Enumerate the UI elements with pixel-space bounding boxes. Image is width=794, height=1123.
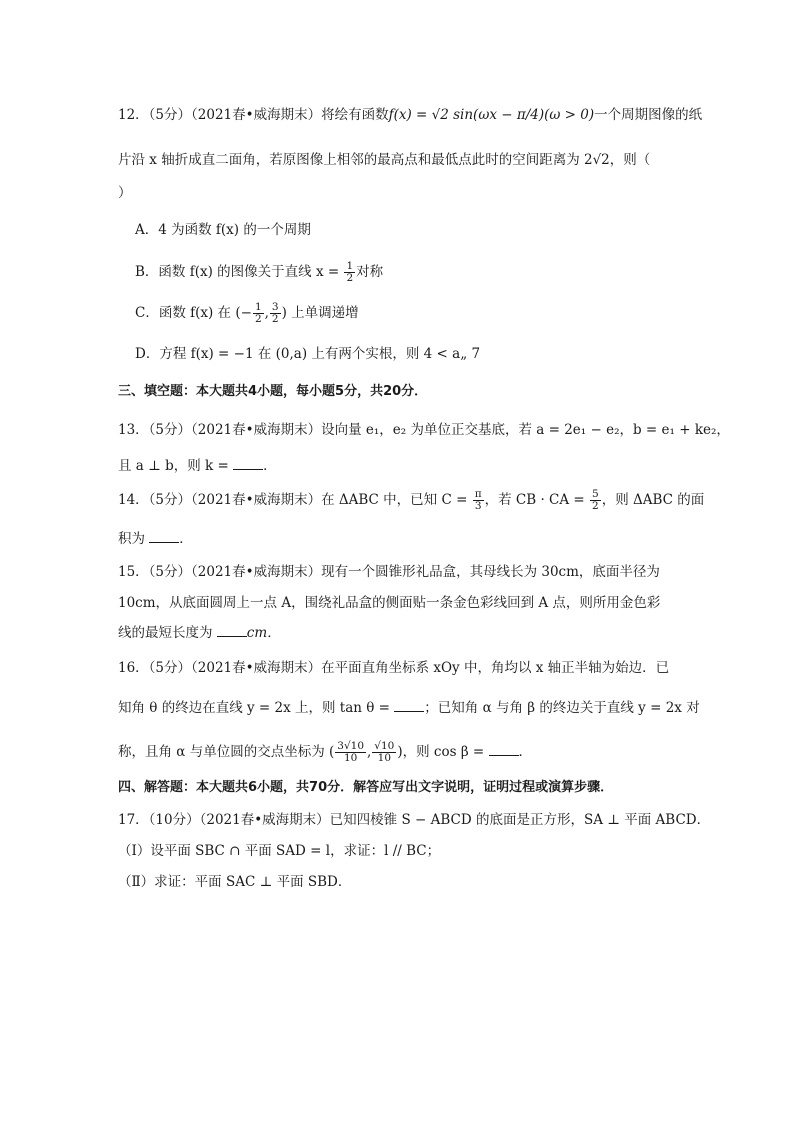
fraction-pi-3: $\frac{\pi}{3}$ xyxy=(474,488,482,512)
q15-line1: 15．（5分）（2021春•威海期末）现有一个圆锥形礼品盒，其母线长为 30cm，底面半径为 xyxy=(118,564,660,580)
fraction-five-half: $\frac{5}{2}$ xyxy=(592,488,599,512)
q12-option-c: C．函数 f(x) 在 (− $\frac{1}{2}$ , $\frac{3}{2}$ ) 上单调递增 xyxy=(135,301,359,325)
q12-option-a: A．4 为函数 f(x) 的一个周期 xyxy=(135,222,311,238)
q15-line2: 10cm，从底面圆周上一点 A，围绕礼品盒的侧面贴一条金色彩线回到 A 点，则所用金色彩 xyxy=(118,595,661,611)
q13-line2: 且 a ⊥ b，则 k = ． xyxy=(118,455,277,477)
q12-line1 xyxy=(118,104,702,126)
q13-line1: 13．（5分）（2021春•威海期末）设向量 e₁，e₂ 为单位正交基底，若 a = 2e₁ − e₂，b = e₁ + ke₂， xyxy=(118,422,730,438)
q12-option-b-end: 对称 xyxy=(356,264,384,280)
q12-line3: ） xyxy=(118,185,132,201)
q14-line2: 积为 ． xyxy=(118,528,193,550)
q12-prefix: 12．（5分）（2021春•威海期末）将绘有函数 xyxy=(118,107,389,123)
q12-option-c-end: ) 上单调递增 xyxy=(281,305,359,321)
q16-line1: 16．（5分）（2021春•威海期末）在平面直角坐标系 xOy 中，角均以 x 轴正半轴为始边．已 xyxy=(118,660,670,676)
answer-blank xyxy=(394,697,424,712)
fraction-one-half-neg: $\frac{1}{2}$ xyxy=(254,301,262,325)
fraction-3sqrt10-10: $\frac{3√10}{10}$ xyxy=(337,740,364,764)
q17-part1: （Ⅰ）设平面 SBC ∩ 平面 SAD = l，求证：l // BC； xyxy=(118,843,441,859)
q12-option-b xyxy=(135,261,383,284)
section-3-heading: 三、填空题：本大题共4小题，每小题5分，共20分． xyxy=(118,384,428,399)
fraction-three-half: $\frac{3}{2}$ xyxy=(271,301,279,325)
q12-function: f(x) = √2 sin(ωx − π/4)(ω > 0) xyxy=(388,107,595,123)
q17-part2: （Ⅱ）求证：平面 SAC ⊥ 平面 SBD． xyxy=(118,874,352,890)
section-4-heading: 四、解答题：本大题共6小题，共70分．解答应写出文字说明，证明过程或演算步骤． xyxy=(118,780,614,795)
q16-line3: 称，且角 α 与单位圆的交点坐标为 ( $\frac{3√10}{10}$ , $\frac{√10}{10}$ )，则 cos β = ． xyxy=(118,740,533,764)
q15-line3: 线的最短长度为 cm． xyxy=(118,622,281,644)
q16-line2: 知角 θ 的终边在直线 y = 2x 上，则 tan θ = ；已知角 α 与角 β 的终边关于直线 y = 2x 对 xyxy=(118,697,700,719)
answer-blank xyxy=(217,622,247,637)
q12-line2: 片沿 x 轴折成直二面角，若原图像上相邻的最高点和最低点此时的空间距离为 2√2，则（ xyxy=(118,152,651,168)
fraction-sqrt10-10: $\frac{√10}{10}$ xyxy=(374,740,395,764)
q14-line1: 14．（5分）（2021春•威海期末）在 ΔABC 中，已知 C = $\frac{\pi}{3}$ ，若 CB · CA = $\frac{5}{2}$ ，则 ΔABC 的面 xyxy=(118,488,705,512)
q12-option-d: D．方程 f(x) = −1 在 (0,a) 上有两个实根，则 4 < a„ 7 xyxy=(135,346,481,362)
fraction-one-half: $\frac{1}{2}$ xyxy=(346,260,354,284)
q12-option-b-text: B．函数 f(x) 的图像关于直线 x = xyxy=(135,264,340,280)
answer-blank xyxy=(489,741,519,756)
q17-line1: 17．（10分）（2021春•威海期末）已知四棱锥 S − ABCD 的底面是正方形，SA ⊥ 平面 ABCD． xyxy=(118,812,711,828)
answer-blank xyxy=(233,455,263,470)
answer-blank xyxy=(149,528,179,543)
q12-suffix: 一个周期图像的纸 xyxy=(594,107,703,123)
q12-option-c-text: C．函数 f(x) 在 ( xyxy=(135,305,241,321)
